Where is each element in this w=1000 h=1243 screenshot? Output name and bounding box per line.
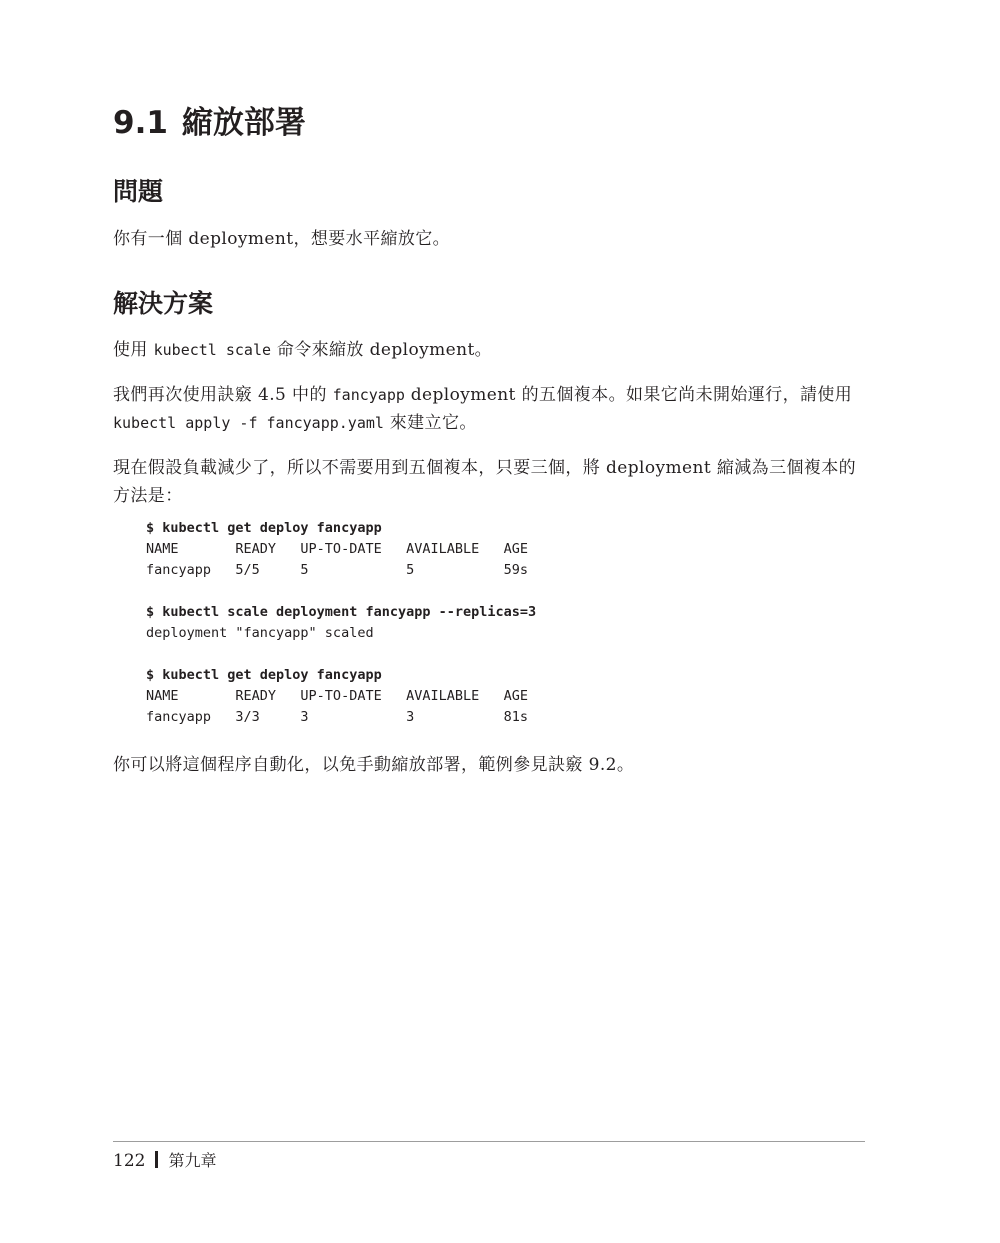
code-output-1-row: fancyapp 5/5 5 5 59s xyxy=(146,562,529,578)
problem-paragraph: 你有一個 deployment，想要水平縮放它。 xyxy=(113,229,451,249)
code-output-2: deployment "fancyapp" scaled xyxy=(146,625,374,641)
section-title xyxy=(113,101,306,145)
solution-paragraph-4: 你可以將這個程序自動化，以免手動縮放部署，範例參見訣竅 9.2。 xyxy=(113,755,635,775)
p2-text-post: 來建立它。 xyxy=(383,413,477,433)
solution-paragraph-2 xyxy=(113,381,865,437)
code-block xyxy=(146,518,536,728)
solution-paragraph-1 xyxy=(113,336,865,364)
code-gap xyxy=(146,581,536,602)
section-title-text: 縮放部署 xyxy=(181,105,306,141)
page-number: 122 xyxy=(113,1151,146,1171)
code-output-3-header: NAME READY UP-TO-DATE AVAILABLE AGE xyxy=(146,688,529,704)
p1-text-post: 命令來縮放 deployment。 xyxy=(271,340,493,360)
code-gap xyxy=(146,644,536,665)
p2-text-pre: 我們再次使用訣竅 4.5 中的 xyxy=(113,385,333,405)
p2-text-mid: deployment 的五個複本。如果它尚未開始運行，請使用 xyxy=(404,385,853,405)
section-number: 9.1 xyxy=(113,105,168,141)
p2-code-1: fancyapp xyxy=(332,386,405,404)
code-output-3-row: fancyapp 3/3 3 3 81s xyxy=(146,709,529,725)
code-command-2: $ kubectl scale deployment fancyapp --replicas=3 xyxy=(146,604,537,620)
code-output-1-header: NAME READY UP-TO-DATE AVAILABLE AGE xyxy=(146,541,529,557)
p2-code-2: kubectl apply -f fancyapp.yaml xyxy=(113,414,384,432)
solution-paragraph-3: 現在假設負載減少了，所以不需要用到五個複本，只要三個，將 deployment 縮減為三個複本的方法是： xyxy=(113,458,857,506)
solution-heading: 解決方案 xyxy=(113,289,214,318)
footer-divider xyxy=(113,1141,865,1142)
p1-code: kubectl scale xyxy=(153,341,272,359)
chapter-label: 第九章 xyxy=(168,1151,217,1170)
code-command-3: $ kubectl get deploy fancyapp xyxy=(146,667,382,683)
p1-text-pre: 使用 xyxy=(113,340,154,360)
footer-separator xyxy=(155,1151,158,1168)
page-footer xyxy=(113,1149,216,1173)
code-command-1: $ kubectl get deploy fancyapp xyxy=(146,520,382,536)
problem-heading: 問題 xyxy=(113,177,164,206)
